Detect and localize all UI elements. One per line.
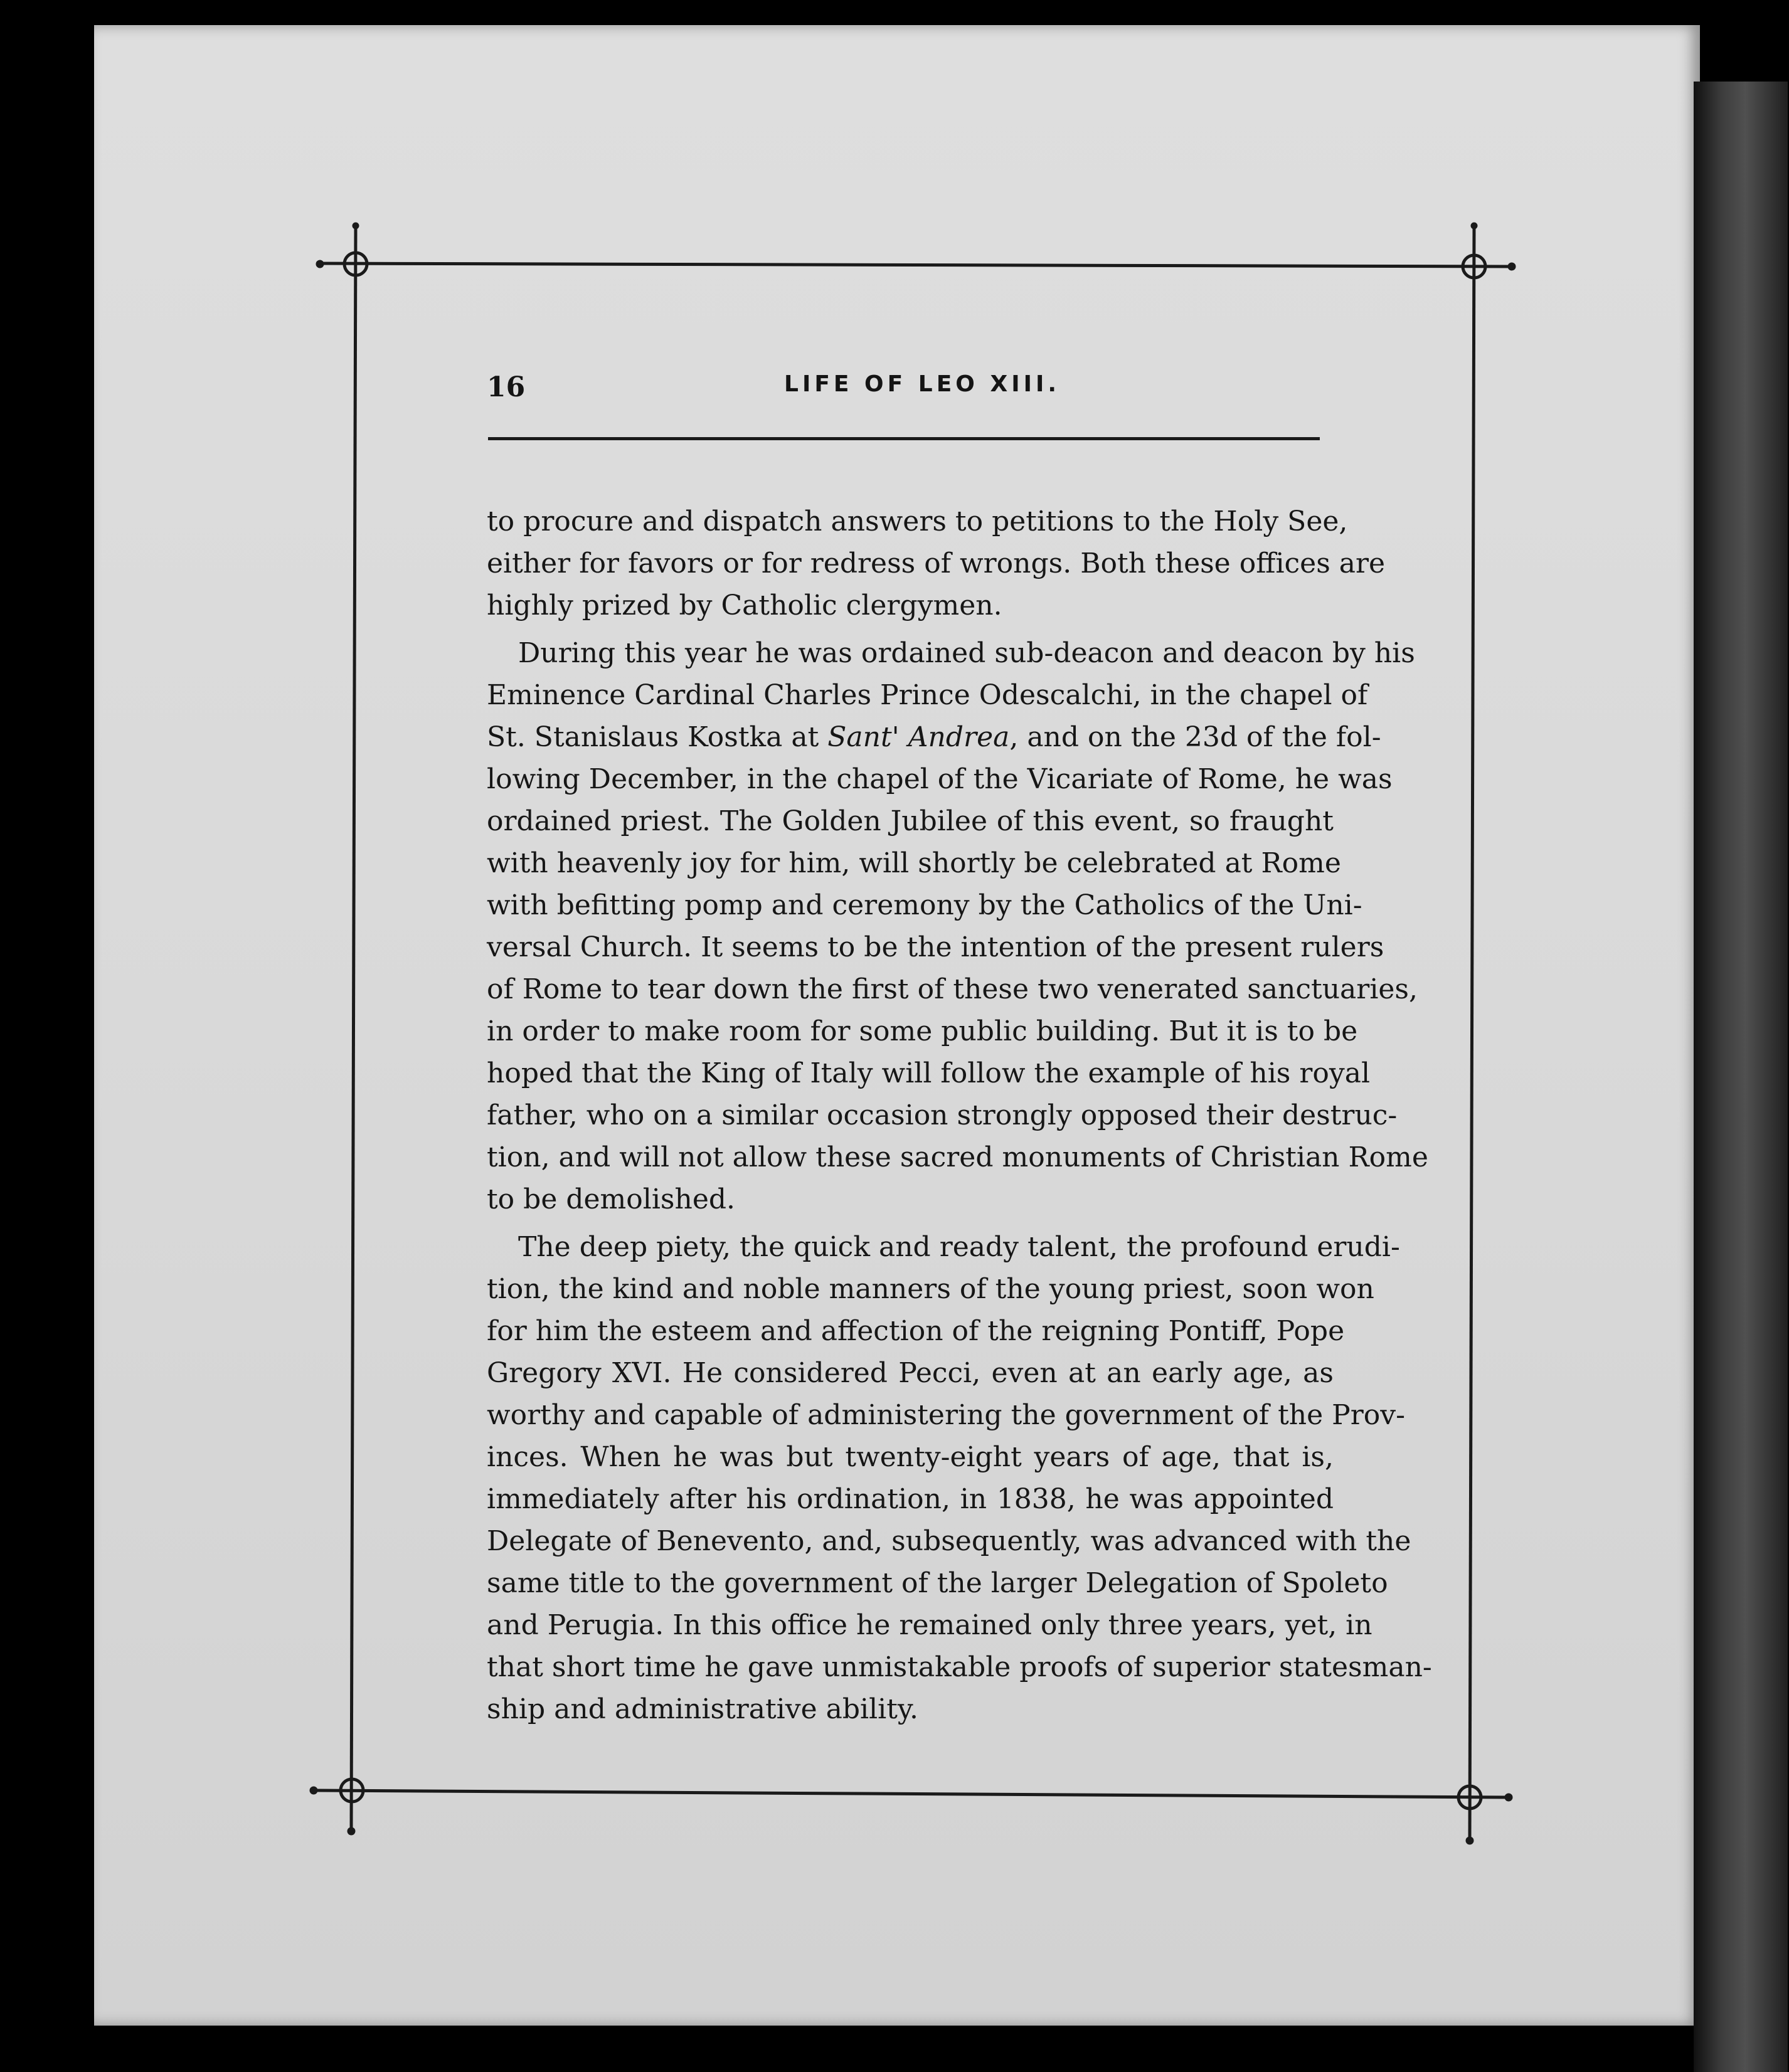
- text-line: Gregory XVI. He considered Pecci, even at an early age, as: [487, 1357, 1334, 1389]
- border-right-line: [1470, 226, 1474, 1841]
- text-line: lowing December, in the chapel of the Vicariate of Rome, he was: [487, 763, 1393, 795]
- text-line: During this year he was ordained sub-deacon and deacon by his: [518, 637, 1415, 669]
- text-line: tion, and will not allow these sacred monuments of Christian Rome: [487, 1141, 1428, 1173]
- border-bottom-line: [314, 1790, 1509, 1797]
- text-line: to procure and dispatch answers to petitions to the Holy See,: [487, 505, 1348, 537]
- text-line: with befitting pomp and ceremony by the Catholics of the Uni-: [487, 889, 1362, 921]
- text-line: that short time he gave unmistakable proofs of superior statesman-: [487, 1651, 1432, 1683]
- border-left-line: [351, 226, 356, 1831]
- text-line: highly prized by Catholic clergymen.: [487, 589, 1002, 621]
- running-title: LIFE OF LEO XIII.: [784, 371, 1061, 397]
- text-line: with heavenly joy for him, will shortly be celebrated at Rome: [487, 847, 1341, 879]
- text-line: in order to make room for some public building. But it is to be: [487, 1015, 1358, 1047]
- text-line: either for favors or for redress of wrongs. Both these offices are: [487, 547, 1386, 579]
- paragraph: [487, 632, 1428, 1220]
- corner-ornament-bottom-right: [1458, 1786, 1512, 1844]
- text-line: immediately after his ordination, in 1838, he was appointed: [487, 1483, 1334, 1515]
- text-line: ship and administrative ability.: [487, 1693, 918, 1725]
- page-number: 16: [487, 371, 526, 403]
- paragraph: [487, 1226, 1432, 1730]
- text-line: hoped that the King of Italy will follow the example of his royal: [487, 1057, 1371, 1089]
- text-line: same title to the government of the larger Delegation of Spoleto: [487, 1567, 1388, 1599]
- text-line: to be demolished.: [487, 1183, 736, 1215]
- text-line: for him the esteem and affection of the reigning Pontiff, Pope: [487, 1315, 1345, 1347]
- border-top-line: [320, 263, 1512, 267]
- text-line: inces. When he was but twenty-eight years of age, that is,: [487, 1441, 1334, 1473]
- paragraph: [487, 500, 1386, 626]
- text-line: worthy and capable of administering the government of the Prov-: [487, 1399, 1405, 1431]
- body-text: [487, 500, 1432, 1730]
- corner-ornament-top-left: [316, 223, 367, 275]
- text-line: tion, the kind and noble manners of the young priest, soon won: [487, 1273, 1374, 1305]
- text-line: and Perugia. In this office he remained only three years, yet, in: [487, 1609, 1372, 1641]
- italic-place-name: Sant' Andrea: [827, 721, 1010, 753]
- header-rule: [488, 437, 1320, 440]
- paragraph-gap: [487, 626, 1334, 632]
- text-line: Delegate of Benevento, and, subsequently, was advanced with the: [487, 1525, 1411, 1557]
- text-line: versal Church. It seems to be the intention of the present rulers: [487, 931, 1384, 963]
- text-line: Eminence Cardinal Charles Prince Odescalchi, in the chapel of: [487, 679, 1368, 711]
- corner-ornament-top-right: [1463, 223, 1516, 278]
- text-line: father, who on a similar occasion strongly opposed their destruc-: [487, 1099, 1398, 1131]
- text-line: ordained priest. The Golden Jubilee of this event, so fraught: [487, 805, 1334, 837]
- text-line: of Rome to tear down the first of these two venerated sanctuaries,: [487, 973, 1418, 1005]
- text-line: The deep piety, the quick and ready talent, the profound erudi-: [518, 1231, 1400, 1263]
- paragraph-gap: [487, 1220, 1334, 1226]
- corner-ornament-bottom-left: [310, 1779, 363, 1835]
- text-line: St. Stanislaus Kostka at Sant' Andrea, and on the 23d of the fol-: [487, 721, 1381, 753]
